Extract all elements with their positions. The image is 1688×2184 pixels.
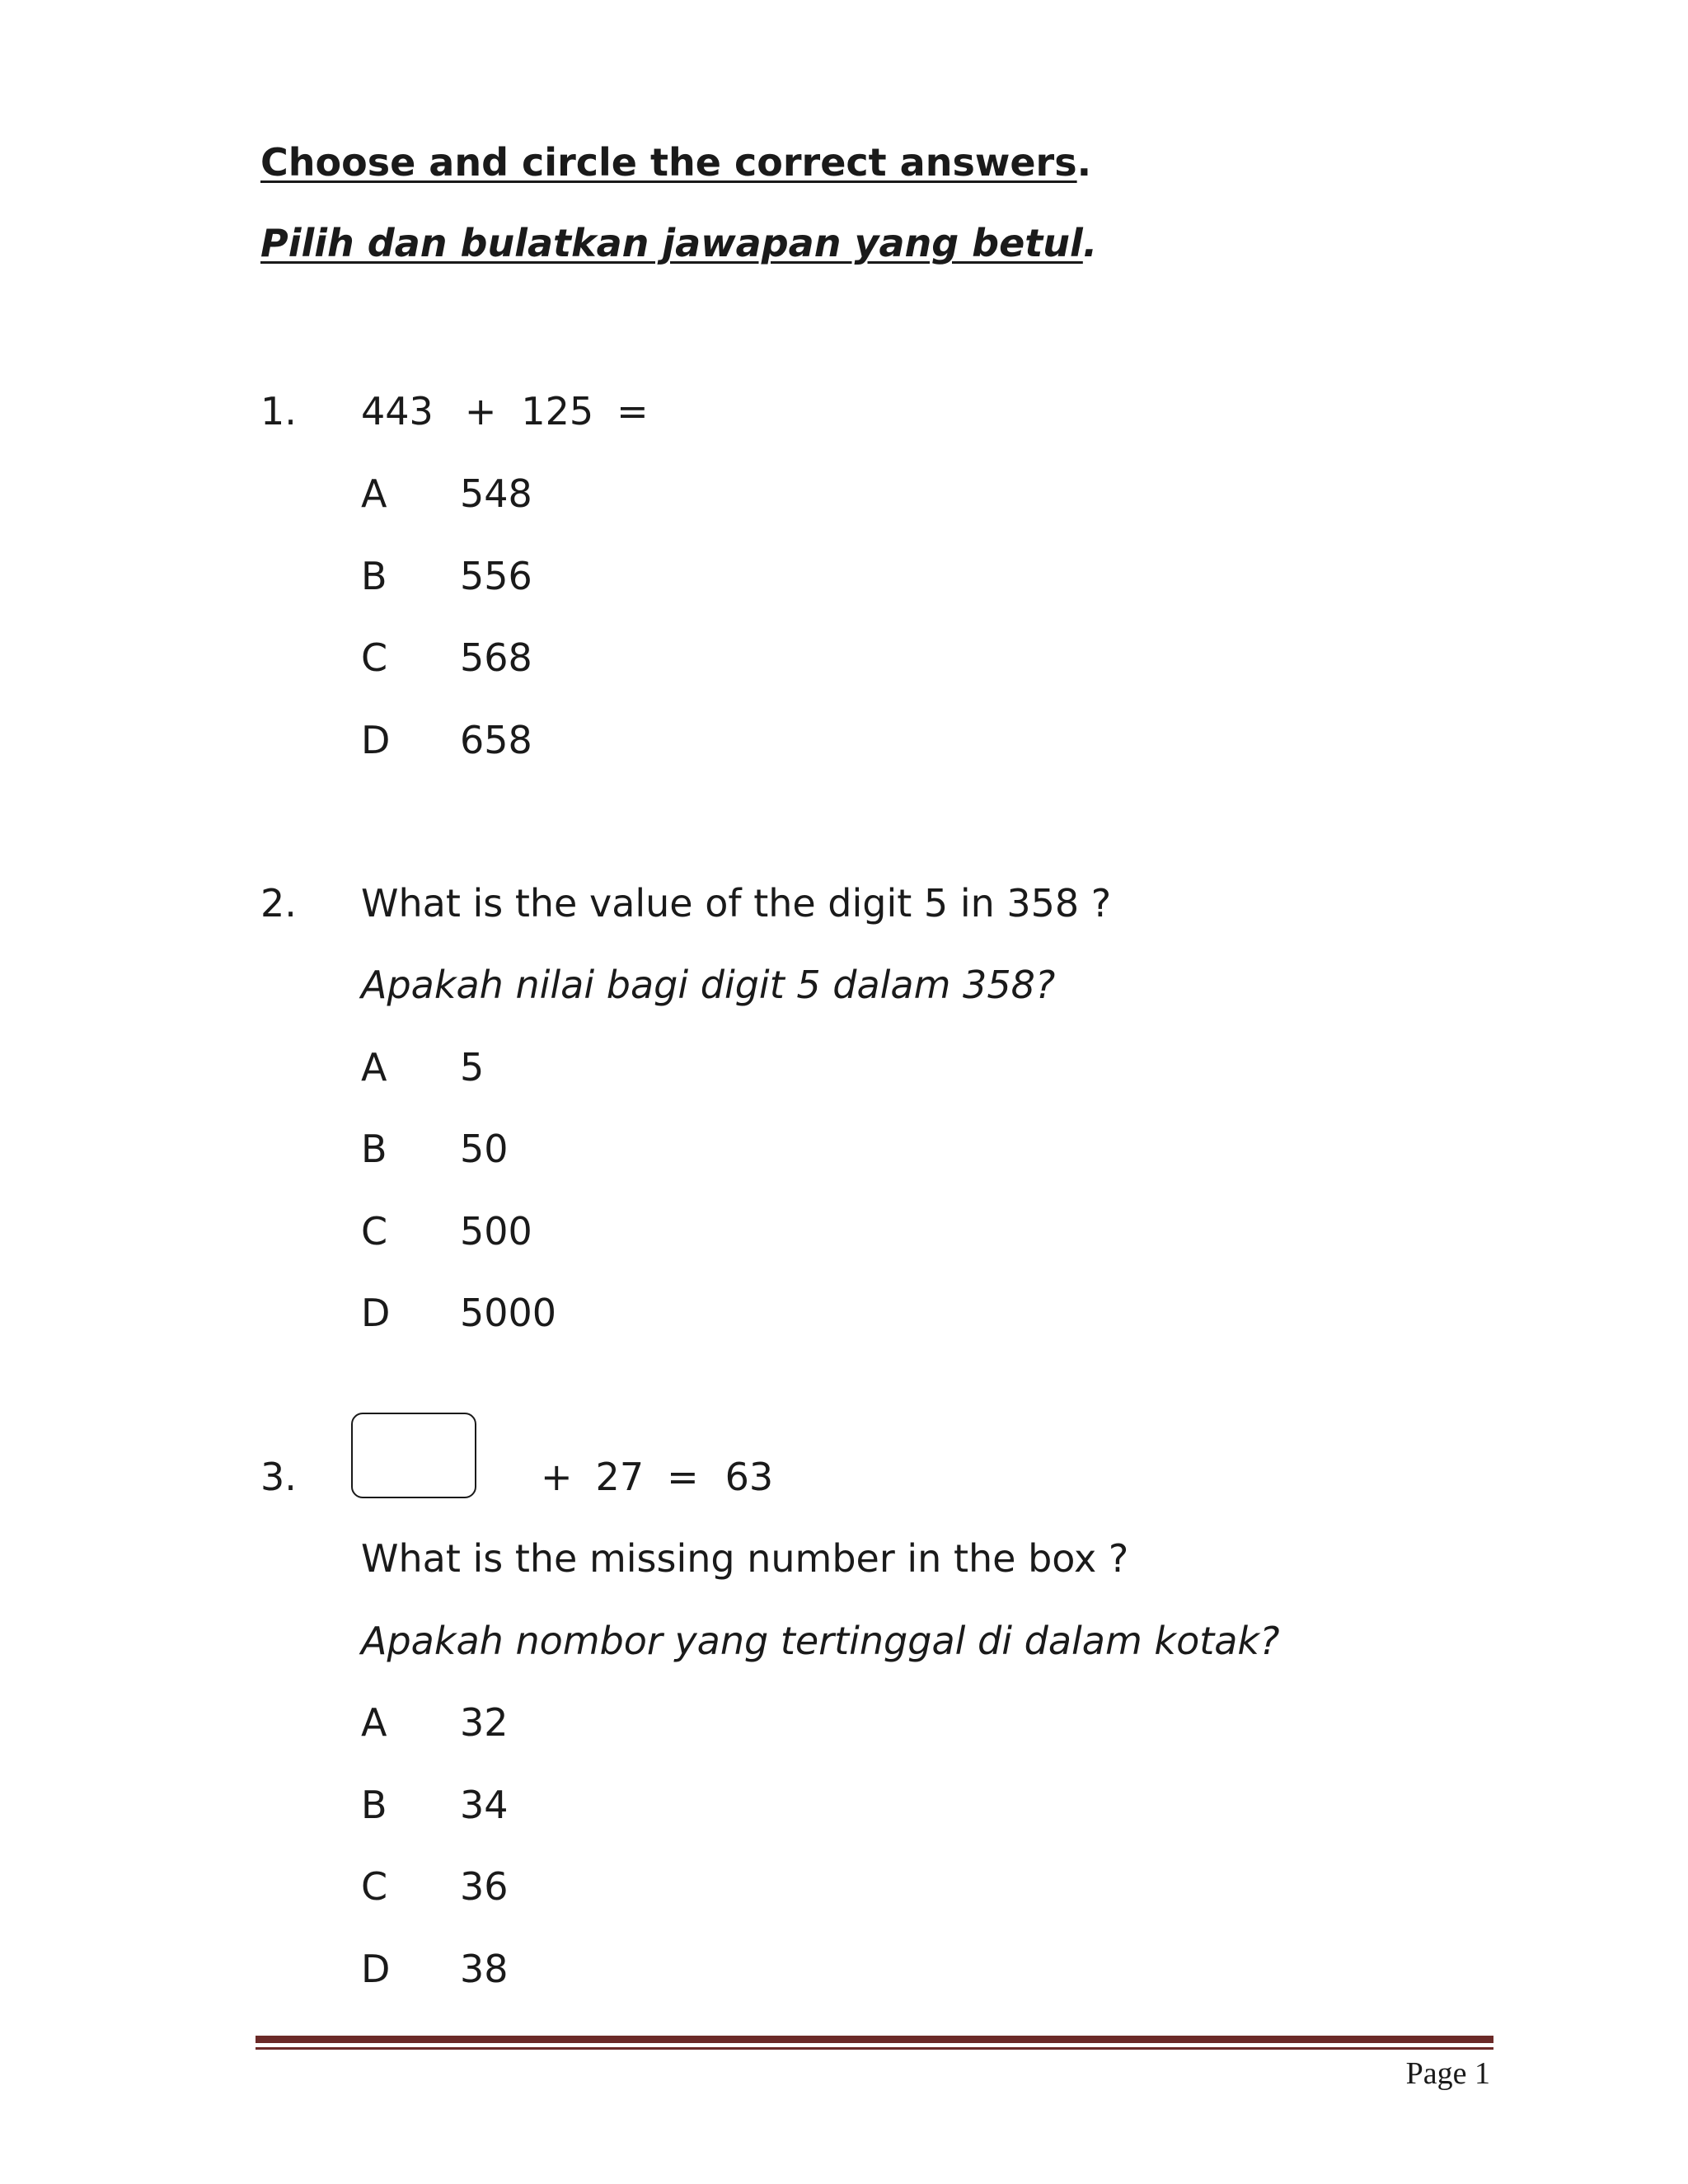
page-number: Page 1 bbox=[1405, 2056, 1490, 2091]
question-3-option-d[interactable] bbox=[361, 1947, 509, 1991]
question-3-expression bbox=[541, 1455, 774, 1499]
question-1-option-c[interactable] bbox=[361, 635, 532, 680]
question-1-option-a[interactable] bbox=[361, 471, 532, 516]
option-letter: C bbox=[361, 1864, 388, 1909]
option-letter: A bbox=[361, 1045, 387, 1090]
question-1-expression bbox=[361, 389, 649, 434]
instruction-english-text: Choose and circle the correct answers bbox=[260, 140, 1077, 185]
option-letter: D bbox=[361, 1291, 391, 1335]
option-value: 556 bbox=[460, 554, 532, 598]
option-value: 568 bbox=[460, 635, 532, 680]
option-value: 32 bbox=[460, 1700, 509, 1745]
question-1-option-d[interactable] bbox=[361, 718, 532, 762]
question-3-operator-plus: + bbox=[541, 1455, 573, 1499]
question-3-option-c[interactable] bbox=[361, 1864, 509, 1909]
option-letter: B bbox=[361, 554, 387, 598]
question-1-option-b[interactable] bbox=[361, 554, 532, 598]
instruction-english bbox=[260, 140, 1092, 185]
question-1-operand-2: 125 bbox=[521, 389, 594, 434]
option-value: 5 bbox=[460, 1045, 485, 1090]
footer-rule-thick bbox=[256, 2036, 1493, 2043]
question-1-number: 1. bbox=[260, 389, 297, 434]
option-value: 36 bbox=[460, 1864, 509, 1909]
option-letter: D bbox=[361, 1947, 391, 1991]
option-value: 658 bbox=[460, 718, 532, 762]
option-letter: C bbox=[361, 635, 388, 680]
question-2-option-b[interactable] bbox=[361, 1127, 509, 1171]
question-2-text-english: What is the value of the digit 5 in 358 ? bbox=[361, 881, 1112, 926]
question-3-option-b[interactable] bbox=[361, 1783, 509, 1827]
question-2-option-a[interactable] bbox=[361, 1045, 485, 1090]
option-value: 34 bbox=[460, 1783, 509, 1827]
option-letter: D bbox=[361, 718, 391, 762]
instruction-malay bbox=[260, 221, 1098, 265]
option-letter: A bbox=[361, 471, 387, 516]
option-value: 5000 bbox=[460, 1291, 557, 1335]
option-value: 38 bbox=[460, 1947, 509, 1991]
question-1-operand-1: 443 bbox=[361, 389, 434, 434]
question-2-option-d[interactable] bbox=[361, 1291, 557, 1335]
option-value: 50 bbox=[460, 1127, 509, 1171]
instruction-malay-text: Pilih dan bulatkan jawapan yang betul bbox=[260, 221, 1083, 265]
instruction-malay-period: . bbox=[1082, 221, 1098, 265]
question-3-result: 63 bbox=[724, 1455, 774, 1499]
footer-rule-thin bbox=[256, 2047, 1493, 2050]
question-3-text-english: What is the missing number in the box ? bbox=[361, 1536, 1129, 1581]
question-3-number: 3. bbox=[260, 1455, 297, 1499]
option-value: 548 bbox=[460, 471, 532, 516]
option-letter: B bbox=[361, 1783, 387, 1827]
instruction-english-period: . bbox=[1076, 140, 1092, 185]
question-3-equals: = bbox=[667, 1455, 699, 1499]
question-3-option-a[interactable] bbox=[361, 1700, 509, 1745]
option-value: 500 bbox=[460, 1209, 532, 1254]
question-1-equals: = bbox=[617, 389, 649, 434]
option-letter: B bbox=[361, 1127, 387, 1171]
question-1-operator-plus: + bbox=[464, 389, 497, 434]
option-letter: C bbox=[361, 1209, 388, 1254]
question-2-number: 2. bbox=[260, 881, 297, 926]
question-3-operand: 27 bbox=[595, 1455, 645, 1499]
missing-number-box[interactable] bbox=[351, 1413, 476, 1498]
option-letter: A bbox=[361, 1700, 387, 1745]
question-3-text-malay: Apakah nombor yang tertinggal di dalam kotak? bbox=[361, 1619, 1280, 1663]
question-2-text-malay: Apakah nilai bagi digit 5 dalam 358? bbox=[361, 963, 1056, 1007]
question-2-option-c[interactable] bbox=[361, 1209, 532, 1254]
